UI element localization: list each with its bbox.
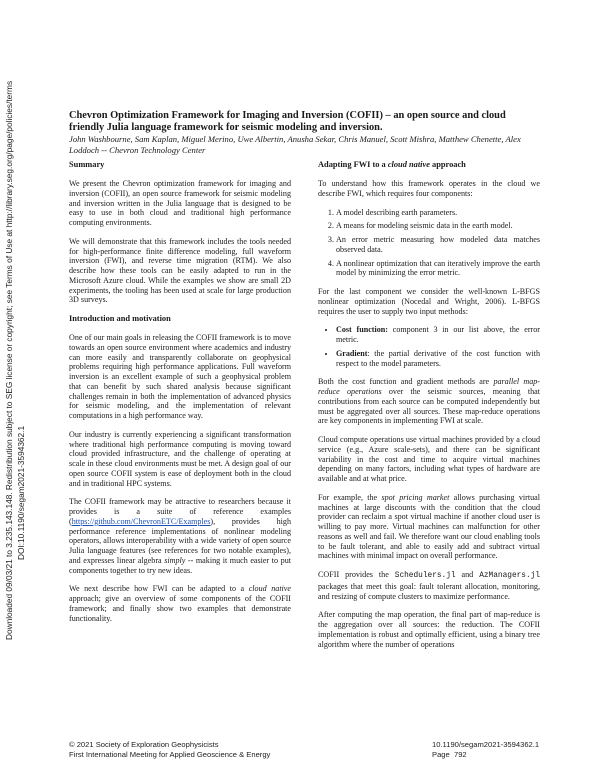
bullet-term: Gradient [336,348,368,358]
fwi-paragraph-4: Cloud compute operations use virtual machines provided by a cloud service (e.g., Azure scale-sets), and there can be significant variability in the cost and time to acquire virtual machines depending on many factors, including what types of hardware are available and at what price. [318,435,540,483]
right-column [318,160,540,658]
fwi-paragraph-1: To understand how this framework operates in the cloud we describe FWI, which requires four components: [318,179,540,198]
fwi-paragraph-5 [318,493,540,561]
footer-doi: 10.1190/segam2021-3594362.1 [432,740,540,749]
bullet-term: Cost function: [336,325,388,335]
emphasis: parallel map-reduce operations [318,377,540,396]
page-label: Page [432,750,450,759]
code-azmanagers: AzManagers.jl [479,572,541,580]
list-item: 2. A means for modeling seismic data in the earth model. [336,221,540,231]
footer-left [69,740,270,760]
heading-segment: approach [429,160,466,169]
text-segment: and [455,570,480,579]
paper-authors: John Washbourne, Sam Kaplan, Miguel Merino, Uwe Albertin, Anusha Sekar, Chris Manuel, Scott Mishra, Matthew Chenette, Alex Loddoch -- Chevron Technology Center [69,134,521,155]
text-segment: The COFII framework may be attractive to researchers because it provides is a suite of reference examples ( [69,497,291,526]
list-item: 3. An error metric measuring how modeled data matches observed data. [336,235,540,255]
bullet-text: component 3 in our list above, the error metric. [336,325,540,344]
examples-link[interactable]: https://github.com/ChevronETC/Examples [71,516,211,526]
text-segment: COFII provides the [318,570,395,579]
bullet-text: : the partial derivative of the cost function with respect to the model parameters. [336,348,540,368]
text-segment: For example, the [318,492,382,502]
list-item: 4. A nonlinear optimization that can iteratively improve the earth model by minimizing the error metric. [336,259,540,279]
list-item [336,325,540,345]
emphasis: simply [164,555,186,565]
intro-paragraph-4 [69,584,291,623]
intro-paragraph-2: Our industry is currently experiencing a significant transformation where traditional high performance computing is moving toward cloud provided infrastructure, and the challenge of operating at scale in these cloud environments must be met. A design goal of our open source COFII system is ease of deployment both in the cloud and in traditional HPC systems. [69,429,291,488]
fwi-paragraph-2: For the last component we consider the well-known L-BFGS nonlinear optimization (Nocedal and Wright, 2006). L-BFGS requires the user to supply two input methods: [318,287,540,316]
list-item [336,349,540,369]
summary-paragraph-2: We will demonstrate that this framework includes the tools needed for high-performance finite difference modeling, full waveform inversion (FWI), and reverse time migration (RTM). We also describe how these tools can be easily adapted to run in the Microsoft Azure cloud. While the examples we show are small 2D experiments, the tooling has been used at scale for large production 3D surveys. [69,236,291,305]
download-notice-text: Downloaded 09/03/21 to 3.235.143.148. Redistribution subject to SEG license or copyright; see Terms of Use at http://library.seg.org/page/policies/terms [4,80,14,640]
fwi-paragraph-7: After computing the map operation, the final part of map-reduce is the aggregation over all sources: the reduction. The COFII implementation is robust and optimally efficient, using a binary tree algorithm where the number of operations [318,610,540,649]
text-segment: ), provides high performance reference implementations of nonlinear modeling operators, allows interoperability with a wide variety of open source Julia language features (see references for two notable examples), and expresses linear algebra [69,516,291,565]
emphasis: cloud native [248,584,291,594]
meeting-text: First International Meeting for Applied Geoscience & Energy [69,750,271,759]
summary-paragraph-1: We present the Chevron optimization framework for imaging and inversion (COFII), an open source framework for seismic modeling and inversion written in the Julia language that is designed to be easy to use in both cloud and traditional high performance computing environments. [69,179,291,227]
doi-notice-text: DOI:10.1190/segam2021-3594362.1 [16,425,26,560]
text-segment: -- making it much easier to put components together to try new ideas. [69,555,291,575]
fwi-paragraph-3 [318,377,540,426]
intro-paragraph-3 [69,497,291,575]
footer-right [432,740,539,760]
text-segment: We next describe how FWI can be adapted to a [69,584,249,594]
text-segment: packages that meet this goal: fault tolerant allocation, monitoring, and resizing of compute clusters to maximize performance. [318,581,540,601]
code-schedulers: Schedulers.jl [394,572,456,580]
intro-paragraph-1: One of our main goals in releasing the COFII framework is to move towards an open source environment where academics and industry can more easily and transparently collaborate on geophysical problems requiring high performance applications. Full waveform inversion is an excellent example of such a geophysical problem that can benefit by such shared analysis because significant challenges remain in both the implementation of advanced physics for seismic modeling, and the implementation of relevant computations in a high performance way. [69,333,291,420]
page-number [432,750,539,760]
text-segment: approach; give an overview of some components of the COFII framework; and finally show two examples that demonstrate functionality. [69,594,291,623]
copyright-text: © 2021 Society of Exploration Geophysicists [69,740,219,749]
summary-heading: Summary [69,160,105,169]
fwi-paragraph-6 [318,570,540,601]
text-segment: over the seismic sources, meaning that contributions from each source can be computed independently but must be aggregated over all sources. These map-reduce operations are key components in implementing FWI at scale. [318,387,540,426]
emphasis: spot pricing market [381,492,450,502]
fwi-heading [318,160,540,170]
heading-emphasis: cloud native [387,160,430,169]
text-segment: Both the cost function and gradient methods are [318,377,494,387]
fwi-components-list [318,208,540,279]
text-segment: allows purchasing virtual machines at large discounts with the condition that the cloud provider can reclaim a spot virtual machine if another cloud user is willing to pay more. Virtual machines can malfunction for other reasons as well and fail. We therefore want our cloud enabling tools to be fault tolerant, and able to easily add and subtract virtual machines with minimal impact on overall performance. [318,492,540,561]
page-num: 792 [453,750,467,759]
lbfgs-inputs-list [318,325,540,368]
sidebar-download-notice [2,0,32,776]
paper-title: Chevron Optimization Framework for Imaging and Inversion (COFII) – an open source and cloud friendly Julia language framework for seismic modeling and inversion. [69,110,506,133]
intro-heading: Introduction and motivation [69,314,171,323]
heading-segment: Adapting FWI to a [318,160,388,169]
left-column [69,160,291,632]
list-item: 1. A model describing earth parameters. [336,208,540,218]
